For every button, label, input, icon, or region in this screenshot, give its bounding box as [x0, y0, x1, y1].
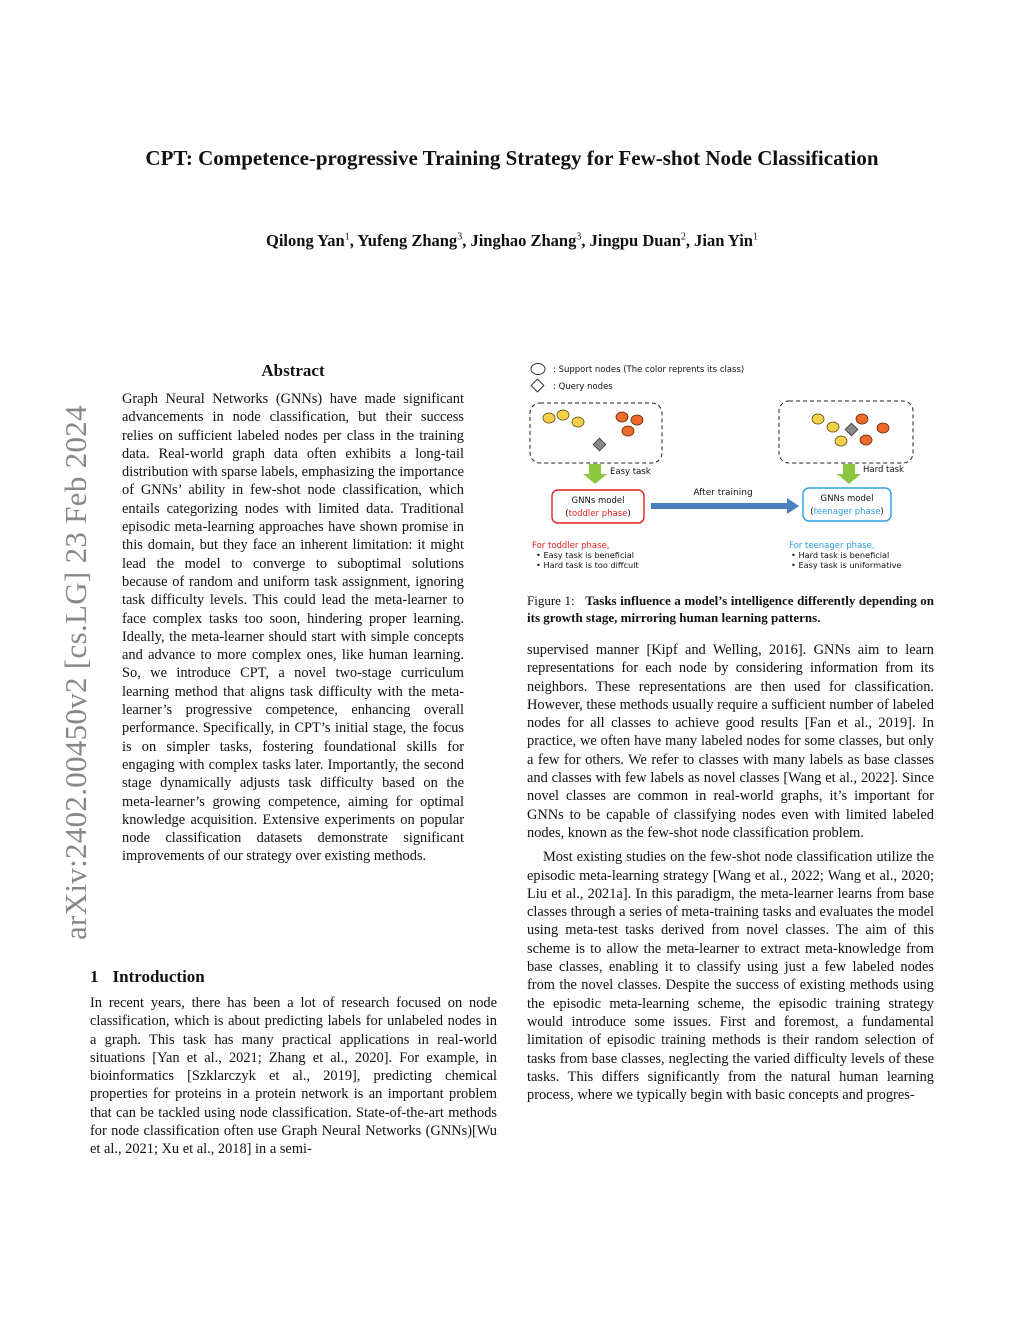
author-name: Yufeng Zhang — [357, 231, 458, 250]
after-training-label: After training — [693, 488, 753, 498]
author-name: Qilong Yan — [266, 231, 345, 250]
easy-task-label: Easy task — [610, 467, 651, 477]
abstract-text: Graph Neural Networks (GNNs) have made significant advancements in node classification, but their success relies on sufficient labeled nodes per class in the training data. Real-world graph data often exhibits a long-tail distribution with sparse labels, emphasizing the importance of GNNs’ ability in few-shot node classification, which entails categorizing nodes with limited data. Traditional episodic meta-learning approaches have shown promise in this domain, but they face an inherent limitation: it might lead the model to converge to suboptimal solutions because of random and uniform task assignment, ignoring task difficulty levels. This could lead the meta-learner to face complex tasks too soon, hindering proper learning. Ideally, the meta-learner should start with simple concepts and advance to more complex ones, like human learning. So, we introduce CPT, a novel two-stage curriculum learning method that aligns task difficulty with the meta-learner’s progressive competence, enhancing overall performance. Specifically, in CPT’s initial stage, the focus is on simpler tasks, fostering foundational skills for engaging with complex tasks later. Importantly, the second stage dynamically adjusts task difficulty based on the meta-learner’s growing competence, aiming for optimal knowledge acquisition. Extensive experiments on popular node classification datasets demonstrate significant improvements of our strategy over existing methods. — [122, 391, 464, 865]
orange-node — [856, 414, 868, 424]
hard-task-graph-box — [779, 401, 913, 463]
query-node — [593, 438, 606, 451]
model-label: GNNs model — [820, 494, 874, 504]
author-name: Jian Yin — [694, 231, 753, 250]
introduction-text: In recent years, there has been a lot of research focused on node classification, which is about predicting labels for unlabeled nodes in a graph. This task has many practical applications in real-world situations [Yan et al., 2021; Zhang et al., 2020]. For example, in bioinformatics [Szklarczyk et al., 2019], predicting chemical properties for proteins in a protein network is an important problem that can be tackled using node classification. State-of-the-art methods for node classification often use Graph Neural Networks (GNNs)[Wu et al., 2021; Xu et al., 2018] in a semi- — [90, 995, 497, 1158]
query-node — [845, 423, 858, 436]
toddler-bullet: • Hard task is too diffcult — [536, 560, 639, 570]
legend-query-text: : Query nodes — [553, 382, 613, 392]
teenager-phase-label: (teenager phase) — [810, 507, 884, 517]
author-name: Jingpu Duan — [589, 231, 681, 250]
abstract-heading: Abstract — [261, 361, 325, 380]
model-label: GNNs model — [571, 496, 625, 506]
support-node-legend-icon — [531, 364, 545, 375]
teenager-bullet: • Hard task is beneficial — [791, 550, 890, 560]
toddler-bullet: • Easy task is beneficial — [536, 550, 635, 560]
orange-node — [631, 415, 643, 425]
paper-title: CPT: Competence-progressive Training Strategy for Few-shot Node Classification — [145, 146, 879, 170]
orange-node — [622, 426, 634, 436]
yellow-node — [557, 410, 569, 420]
toddler-phase-label: (toddler phase) — [565, 509, 631, 519]
yellow-node — [543, 413, 555, 423]
hard-task-label: Hard task — [863, 465, 904, 475]
after-training-arrow-icon — [651, 498, 799, 514]
author-name: Jinghao Zhang — [470, 231, 577, 250]
section-title: Introduction — [112, 967, 205, 986]
figure-caption — [527, 592, 934, 626]
caption-label: Figure 1: — [527, 593, 575, 608]
arxiv-identifier: arXiv:2402.00450v2 [cs.LG] 23 Feb 2024 — [58, 405, 93, 940]
legend-support-text: : Support nodes (The color reprents its class) — [553, 365, 745, 375]
author-affiliation: 3 — [457, 231, 463, 243]
author-affiliation: 3 — [576, 231, 582, 243]
query-node-legend-icon — [531, 379, 544, 392]
paragraph: supervised manner [Kipf and Welling, 2016]. GNNs aim to learn representations for each node by considering information from its neighbors. These representations are then used for classification. However, these methods usually require a sufficient number of labeled nodes for all classes to achieve good results [Fan et al., 2019]. In practice, we often have many labeled nodes for some classes, but only a few for others. We refer to classes with many labels as base classes and classes with few labels as novel classes [Wang et al., 2022]. Since novel classes are common in real-world graphs, it’s important for GNNs to be capable of classifying nodes even with limited labeled nodes, known as the few-shot node classification problem. — [527, 642, 934, 841]
section-number: 1 — [90, 967, 99, 986]
hard-task-arrow-icon — [837, 464, 861, 484]
yellow-node — [827, 422, 839, 432]
toddler-phase-heading: For toddler phase, — [532, 541, 610, 551]
yellow-node — [572, 417, 584, 427]
caption-text: Tasks influence a model’s intelligence differently depending on its growth stage, mirroring human learning patterns. — [527, 593, 934, 625]
author-affiliation: 2 — [680, 231, 686, 243]
orange-node — [877, 423, 889, 433]
right-column-body — [527, 641, 934, 1104]
easy-task-arrow-icon — [583, 464, 607, 484]
author-affiliation: 1 — [752, 231, 758, 243]
teenager-phase-heading: For teenager phase, — [789, 541, 875, 551]
yellow-node — [835, 436, 847, 446]
author-list: Qilong Yan$^1$, Yufeng Zhang$^3$, Jinghao Zhang$^3$, Jingpu Duan$^2$, Jian Yin$^1$ — [266, 231, 758, 250]
paragraph: Most existing studies on the few-shot node classification utilize the episodic meta-learning strategy [Wang et al., 2022; Wang et al., 2020; Liu et al., 2021a]. In this paradigm, the meta-learner learns from base classes through a series of meta-training tasks and evaluates the model using meta-test tasks derived from novel classes. The aim of this scheme is to allow the meta-learner to extract meta-knowledge from base classes, enabling it to classify using just a few labeled nodes from the novel classes. Despite the success of existing methods using the episodic meta-learning scheme, the episodic training strategy would introduce some issues. First and foremost, a fundamental limitation of episodic training methods is their random selection of tasks from base classes, neglecting the varied difficulty levels of these tasks. This differs significantly from the natural human learning process, where we typically begin with basic concepts and progres- — [527, 849, 934, 1104]
orange-node — [616, 412, 628, 422]
easy-task-graph-box — [530, 403, 662, 463]
orange-node — [860, 435, 872, 445]
teenager-bullet: • Easy task is uniformative — [791, 560, 902, 570]
yellow-node — [812, 414, 824, 424]
author-affiliation: 1 — [344, 231, 350, 243]
section-heading — [90, 967, 205, 987]
figure-1 — [527, 360, 937, 575]
